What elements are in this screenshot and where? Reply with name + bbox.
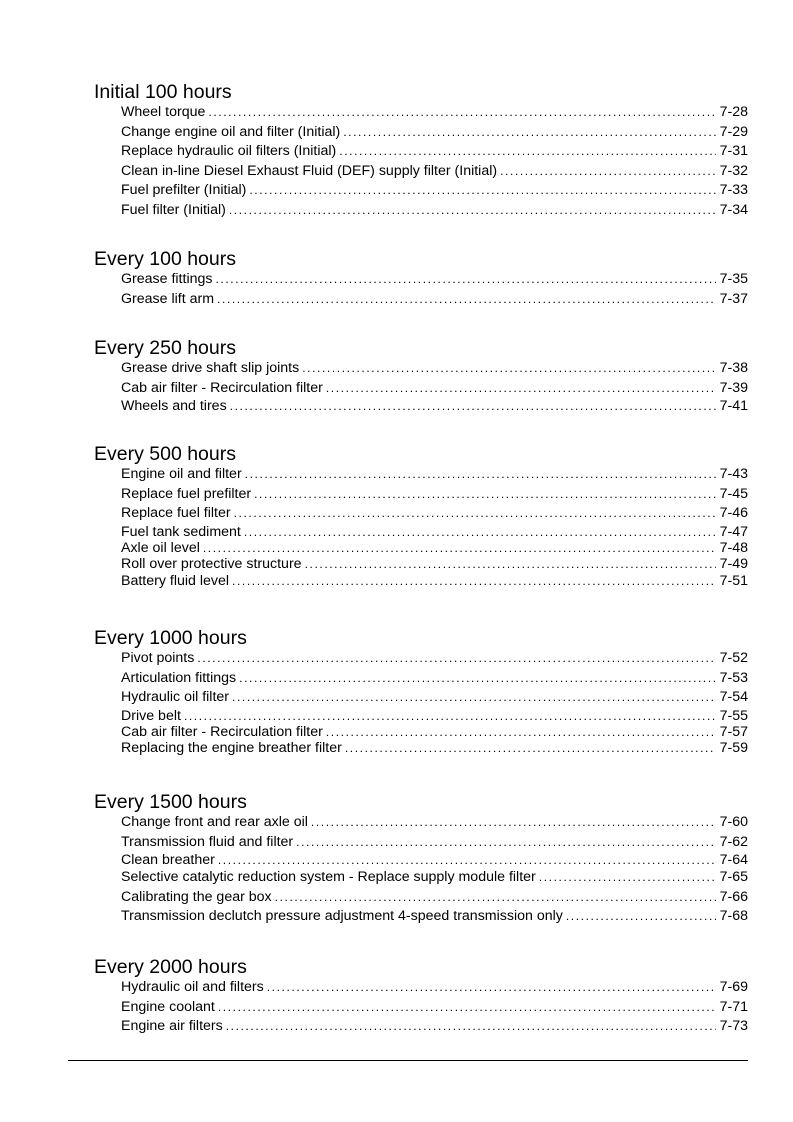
dot-leader bbox=[208, 103, 715, 123]
entry-label: Fuel prefilter (Initial) bbox=[121, 182, 247, 199]
page-number: 7-69 bbox=[719, 979, 748, 995]
toc-entry[interactable] bbox=[121, 813, 748, 833]
dot-leader bbox=[539, 868, 716, 888]
toc-section bbox=[94, 791, 748, 927]
entry-label: Cab air filter - Recirculation filter bbox=[121, 723, 323, 740]
page-number: 7-28 bbox=[719, 104, 748, 120]
toc-entry[interactable] bbox=[121, 868, 748, 888]
page-number: 7-64 bbox=[719, 852, 748, 869]
entry-label: Grease fittings bbox=[121, 271, 213, 287]
entry-label: Cab air filter - Recirculation filter bbox=[121, 379, 323, 396]
page-number: 7-45 bbox=[719, 485, 748, 502]
page-number: 7-33 bbox=[719, 182, 748, 199]
entry-label: Roll over protective structure bbox=[121, 555, 302, 572]
entry-label: Hydraulic oil and filters bbox=[121, 979, 264, 995]
dot-leader bbox=[500, 162, 715, 182]
page-number: 7-47 bbox=[719, 523, 748, 540]
page-number: 7-35 bbox=[719, 271, 748, 287]
entry-label: Axle oil level bbox=[121, 539, 200, 556]
section-heading: Every 1000 hours bbox=[94, 627, 247, 649]
page-number: 7-73 bbox=[719, 1018, 748, 1035]
dot-leader bbox=[218, 852, 716, 868]
toc-entry[interactable] bbox=[121, 888, 748, 908]
toc-entry[interactable] bbox=[121, 142, 748, 162]
dot-leader bbox=[296, 833, 715, 853]
entry-list bbox=[121, 103, 748, 221]
toc-entry[interactable] bbox=[121, 540, 748, 556]
toc-entry[interactable] bbox=[121, 724, 748, 740]
dot-leader bbox=[226, 1017, 716, 1037]
page-number: 7-71 bbox=[719, 998, 748, 1015]
entry-label: Replace hydraulic oil filters (Initial) bbox=[121, 143, 337, 160]
page-number: 7-52 bbox=[719, 650, 748, 666]
toc-entry[interactable] bbox=[121, 907, 748, 927]
page-number: 7-62 bbox=[719, 833, 748, 850]
entry-label: Replace fuel filter bbox=[121, 505, 231, 522]
entry-label: Transmission declutch pressure adjustment 4-speed transmission only bbox=[121, 908, 563, 925]
entry-label: Change engine oil and filter (Initial) bbox=[121, 123, 341, 140]
dot-leader bbox=[217, 290, 716, 310]
toc-entry[interactable] bbox=[121, 572, 748, 592]
page-number: 7-38 bbox=[719, 360, 748, 376]
dot-leader bbox=[184, 708, 716, 724]
page-number: 7-32 bbox=[719, 162, 748, 179]
page-number: 7-43 bbox=[719, 466, 748, 482]
toc-entry[interactable] bbox=[121, 485, 748, 505]
entry-label: Engine air filters bbox=[121, 1018, 223, 1035]
page-number: 7-31 bbox=[719, 143, 748, 160]
toc-section bbox=[94, 627, 748, 756]
toc-entry[interactable] bbox=[121, 1017, 748, 1037]
entry-label: Engine coolant bbox=[121, 998, 215, 1015]
dot-leader bbox=[234, 504, 716, 524]
dot-leader bbox=[197, 649, 715, 669]
page-number: 7-37 bbox=[719, 290, 748, 307]
page-number: 7-59 bbox=[719, 739, 748, 756]
dot-leader bbox=[232, 572, 716, 592]
page-number: 7-60 bbox=[719, 814, 748, 830]
page-number: 7-68 bbox=[719, 908, 748, 925]
toc-entry[interactable] bbox=[121, 270, 748, 290]
entry-label: Grease lift arm bbox=[121, 290, 215, 307]
dot-leader bbox=[345, 740, 716, 756]
toc-entry[interactable] bbox=[121, 649, 748, 669]
toc-entry[interactable] bbox=[121, 162, 748, 182]
page-number: 7-53 bbox=[719, 669, 748, 686]
dot-leader bbox=[326, 724, 716, 740]
toc-entry[interactable] bbox=[121, 201, 748, 221]
toc-entry[interactable] bbox=[121, 398, 748, 414]
toc-entry[interactable] bbox=[121, 978, 748, 998]
page-number: 7-48 bbox=[719, 539, 748, 556]
section-heading: Every 500 hours bbox=[94, 443, 236, 465]
section-heading: Every 100 hours bbox=[94, 248, 236, 270]
section-heading: Every 2000 hours bbox=[94, 956, 247, 978]
entry-list bbox=[121, 359, 748, 414]
page-number: 7-51 bbox=[719, 572, 748, 589]
page-number: 7-29 bbox=[719, 123, 748, 140]
page-number: 7-66 bbox=[719, 888, 748, 905]
dot-leader bbox=[267, 978, 716, 998]
dot-leader bbox=[230, 398, 716, 414]
entry-list bbox=[121, 978, 748, 1037]
dot-leader bbox=[232, 688, 716, 708]
toc-section bbox=[94, 956, 748, 1037]
toc-section bbox=[94, 443, 748, 591]
entry-label: Fuel tank sediment bbox=[121, 523, 241, 540]
entry-list bbox=[121, 465, 748, 591]
toc-entry[interactable] bbox=[121, 103, 748, 123]
section-heading: Initial 100 hours bbox=[94, 81, 232, 103]
entry-label: Clean in-line Diesel Exhaust Fluid (DEF) supply filter (Initial) bbox=[121, 162, 498, 179]
page-number: 7-39 bbox=[719, 379, 748, 396]
page-number: 7-65 bbox=[719, 869, 748, 886]
toc-entry[interactable] bbox=[121, 852, 748, 868]
entry-list bbox=[121, 649, 748, 756]
dot-leader bbox=[244, 524, 716, 540]
section-heading: Every 250 hours bbox=[94, 337, 236, 359]
entry-label: Wheels and tires bbox=[121, 398, 227, 415]
entry-label: Engine oil and filter bbox=[121, 466, 242, 482]
entry-label: Articulation fittings bbox=[121, 669, 237, 686]
toc-entry[interactable] bbox=[121, 524, 748, 540]
page-number: 7-46 bbox=[719, 505, 748, 522]
toc-section bbox=[94, 81, 748, 221]
entry-list bbox=[121, 813, 748, 927]
entry-label: Pivot points bbox=[121, 650, 195, 666]
dot-leader bbox=[305, 556, 716, 572]
toc-entry[interactable] bbox=[121, 556, 748, 572]
toc-entry[interactable] bbox=[121, 504, 748, 524]
toc-entry[interactable] bbox=[121, 669, 748, 689]
dot-leader bbox=[229, 201, 716, 221]
page-number: 7-57 bbox=[719, 723, 748, 740]
entry-label: Drive belt bbox=[121, 707, 181, 724]
dot-leader bbox=[218, 998, 716, 1018]
dot-leader bbox=[566, 907, 716, 927]
dot-leader bbox=[302, 359, 715, 379]
entry-label: Replace fuel prefilter bbox=[121, 485, 252, 502]
toc-entry[interactable] bbox=[121, 833, 748, 853]
dot-leader bbox=[343, 123, 715, 143]
dot-leader bbox=[203, 540, 716, 556]
dot-leader bbox=[275, 888, 716, 908]
page-number: 7-55 bbox=[719, 707, 748, 724]
toc-entry[interactable] bbox=[121, 379, 748, 399]
toc-section bbox=[94, 337, 748, 414]
page-number: 7-49 bbox=[719, 555, 748, 572]
toc-entry[interactable] bbox=[121, 998, 748, 1018]
entry-label: Battery fluid level bbox=[121, 572, 230, 589]
dot-leader bbox=[254, 485, 715, 505]
entry-label: Grease drive shaft slip joints bbox=[121, 360, 300, 376]
entry-label: Change front and rear axle oil bbox=[121, 814, 308, 830]
entry-label: Calibrating the gear box bbox=[121, 888, 272, 905]
entry-label: Selective catalytic reduction system - Replace supply module filter bbox=[121, 869, 536, 886]
dot-leader bbox=[326, 379, 716, 399]
entry-label: Transmission fluid and filter bbox=[121, 833, 294, 850]
toc-entry[interactable] bbox=[121, 688, 748, 708]
toc-entry[interactable] bbox=[121, 181, 748, 201]
toc-entry[interactable] bbox=[121, 123, 748, 143]
page-number: 7-34 bbox=[719, 201, 748, 218]
page-number: 7-54 bbox=[719, 689, 748, 706]
toc-entry[interactable] bbox=[121, 290, 748, 310]
dot-leader bbox=[249, 181, 715, 201]
page-number: 7-41 bbox=[719, 398, 748, 415]
dot-leader bbox=[311, 813, 716, 833]
entry-label: Replacing the engine breather filter bbox=[121, 739, 342, 756]
toc-entry[interactable] bbox=[121, 465, 748, 485]
entry-label: Clean breather bbox=[121, 852, 215, 869]
dot-leader bbox=[215, 270, 715, 290]
toc-section bbox=[94, 248, 748, 309]
entry-label: Wheel torque bbox=[121, 104, 206, 120]
dot-leader bbox=[245, 465, 716, 485]
toc-entry[interactable] bbox=[121, 740, 748, 756]
entry-list bbox=[121, 270, 748, 309]
entry-label: Fuel filter (Initial) bbox=[121, 201, 226, 218]
entry-label: Hydraulic oil filter bbox=[121, 689, 230, 706]
dot-leader bbox=[339, 142, 715, 162]
footer-rule bbox=[68, 1060, 748, 1061]
toc-entry[interactable] bbox=[121, 359, 748, 379]
toc-entry[interactable] bbox=[121, 708, 748, 724]
section-heading: Every 1500 hours bbox=[94, 791, 247, 813]
dot-leader bbox=[239, 669, 715, 689]
